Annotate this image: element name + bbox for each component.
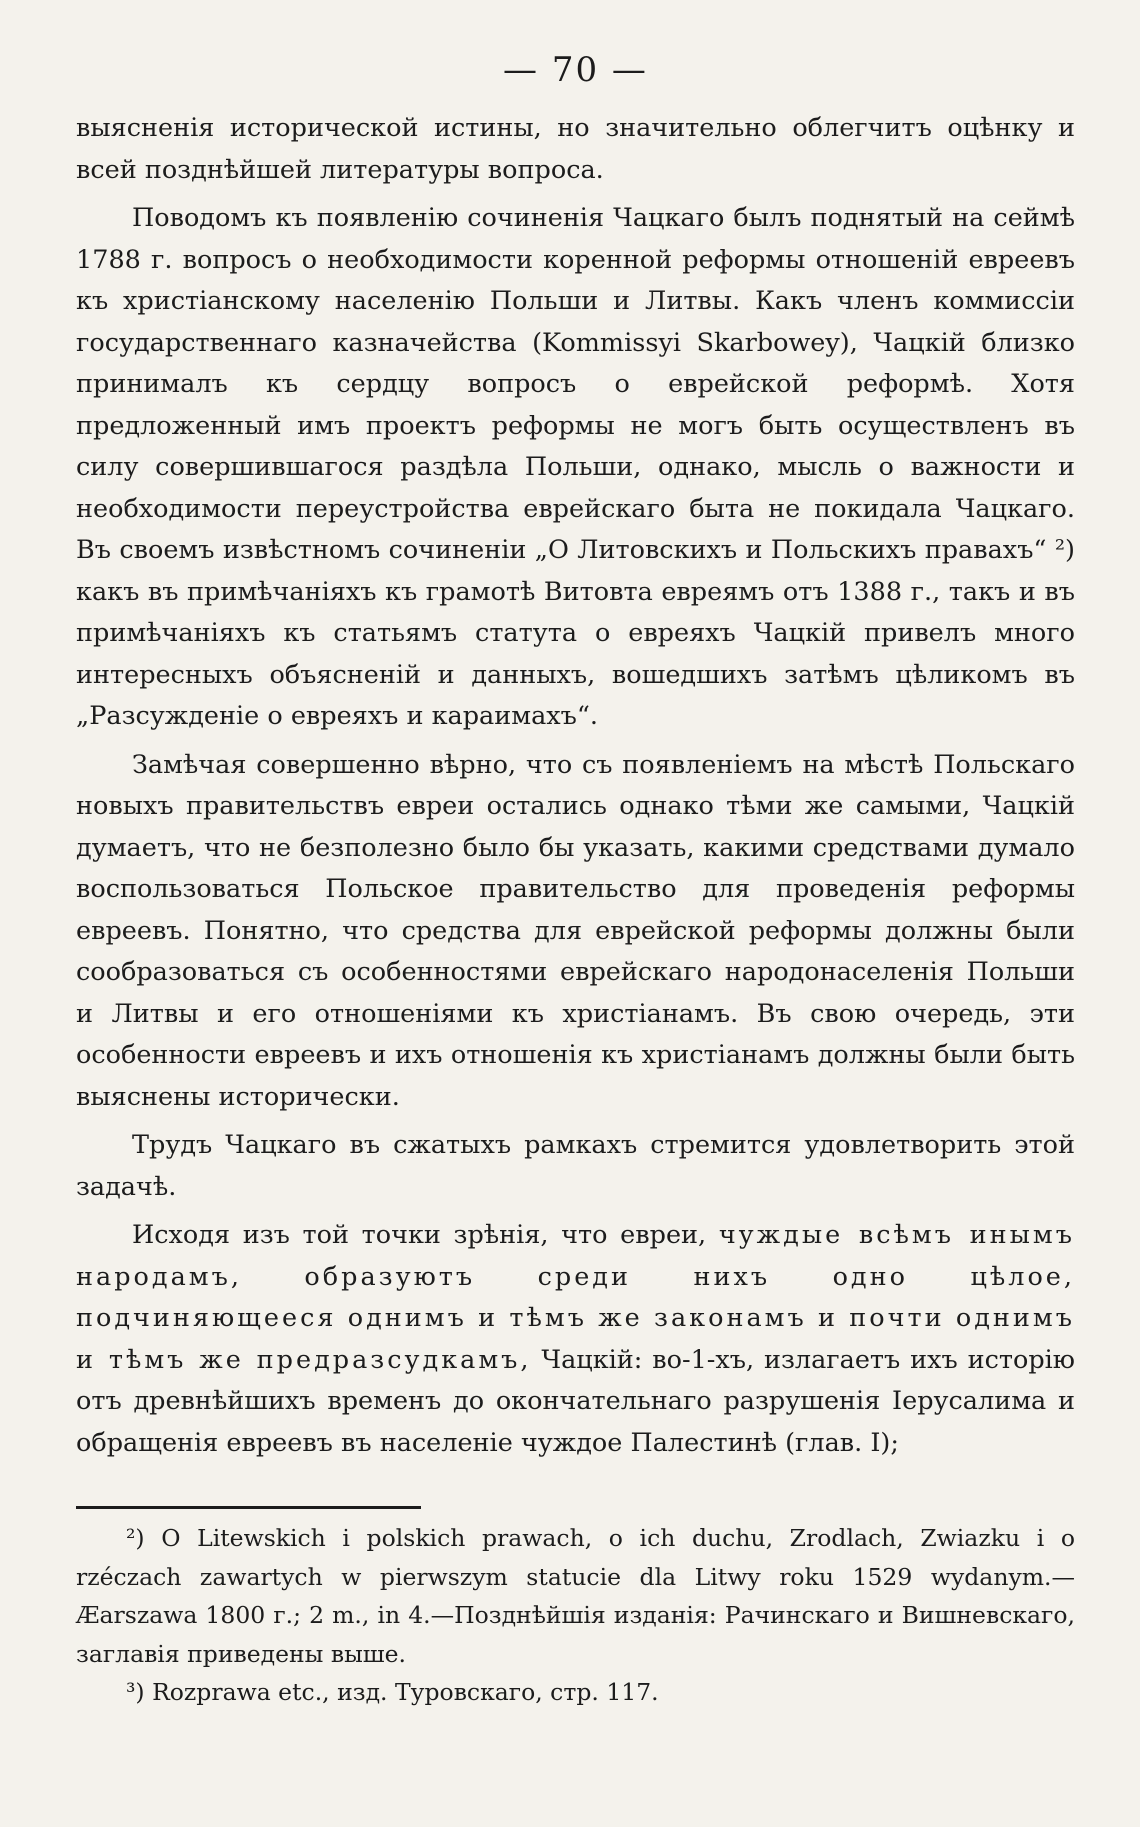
paragraph-5-lead: Исходя изъ той точки зрѣнія, что евреи, (132, 1220, 707, 1250)
paragraph-5-spaced-emphasis: чуждые всѣмъ инымъ народамъ, образуютъ среди нихъ одно цѣлое, подчиняющееся однимъ и тѣмъ же законамъ и почти однимъ и тѣмъ же предразсудкамъ, (76, 1220, 1075, 1375)
paragraph-5-tail: Чацкій: во-1-хъ, излагаетъ ихъ исторію отъ древнѣйшихъ временъ до окончательнаго разрушенія Іерусалима и обращенія евреевъ въ населеніе чуждое Палестинѣ (глав. I); (76, 1344, 1076, 1458)
paragraph-4: Трудъ Чацкаго въ сжатыхъ рамкахъ стремится удовлетворить этой задачѣ. (76, 1130, 1075, 1202)
footnote-3-text: Rozprawa etc., изд. Туровскаго, стр. 117. (152, 1678, 659, 1706)
paragraph-5 (76, 1215, 1075, 1464)
footnote-2-marker: ²) (126, 1524, 145, 1552)
paragraph-3: Замѣчая совершенно вѣрно, что съ появленіемъ на мѣстѣ Польскаго новыхъ правительствъ евреи остались однако тѣми же самыми, Чацкій думаетъ, что не безполезно было бы указать, какими средствами думало воспользоваться Польское правительство для проведенія реформы евреевъ. Понятно, что средства для еврейской реформы должны были сообразоваться съ особенностями еврейскаго народонаселенія Польши и Литвы и его отношеніями къ христіанамъ. Въ свою очередь, эти особенности евреевъ и ихъ отношенія къ христіанамъ должны были быть выяснены исторически. (76, 749, 1075, 1112)
footnote-2 (76, 1519, 1075, 1673)
paragraph-2: Поводомъ къ появленію сочиненія Чацкаго былъ поднятый на сеймѣ 1788 г. вопросъ о необходимости коренной реформы отношеній евреевъ къ христіанскому населенію Польши и Литвы. Какъ членъ коммиссіи государственнаго казначейства (Kommissyi Skarbowey), Чацкій близко принималъ къ сердцу вопросъ о еврейской реформѣ. Хотя предложенный имъ проектъ реформы не могъ быть осуществленъ въ силу совершившагося раздѣла Польши, однако, мысль о важности и необходимости переустройства еврейскаго быта не покидала Чацкаго. Въ своемъ извѣстномъ сочиненіи „О Литовскихъ и Польскихъ правахъ“ ²) какъ въ примѣчаніяхъ къ грамотѣ Витовта евреямъ отъ 1388 г., такъ и въ примѣчаніяхъ къ статьямъ статута о евреяхъ Чацкій привелъ много интересныхъ объясненій и данныхъ, вошедшихъ затѣмъ цѣликомъ въ „Разсужденіе о евреяхъ и караимахъ“. (76, 203, 1075, 731)
page-number: — 70 — (503, 50, 648, 90)
footnote-2-text: O Litewskich i polskich prawach, o ich duchu, Zrodlach, Zwiazku i o rzéczach zawartych w pierwszym statucie dla Litwy roku 1529 wydanym.—Æarszawa 1800 г.; 2 m., in 4.—Позднѣйшія изданія: Рачинскаго и Вишневскаго, заглавія приведены выше. (76, 1524, 1075, 1668)
book-page (76, 40, 1075, 1800)
footnote-3-marker: ³) (126, 1678, 145, 1706)
footnote-divider (76, 1506, 421, 1509)
footnote-3 (76, 1673, 1075, 1712)
paragraph-1: выясненія исторической истины, но значительно облегчитъ оцѣнку и всей позднѣйшей литературы вопроса. (76, 113, 1075, 185)
